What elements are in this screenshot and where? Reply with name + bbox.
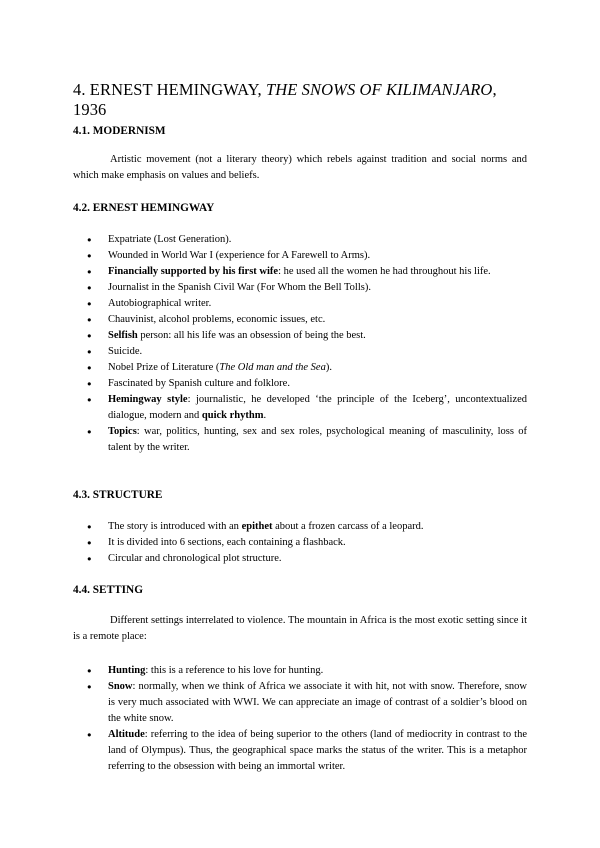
list-item: ● Topics: war, politics, hunting, sex and sex roles, psychological meaning of masculinity, loss of talent by the writer.	[73, 424, 527, 456]
paragraph-modernism: Artistic movement (not a literary theory) which rebels against tradition and social norms and which make emphasis on values and beliefs.	[73, 154, 527, 181]
setting-list	[73, 663, 527, 775]
list-item: ● Expatriate (Lost Generation).	[73, 232, 527, 248]
list-item: ● Journalist in the Spanish Civil War (For Whom the Bell Tolls).	[73, 280, 527, 296]
document-title	[73, 80, 533, 120]
structure-list	[73, 519, 527, 567]
list-item: ● Financially supported by his first wife: he used all the women he had throughout his life.	[73, 264, 527, 280]
list-item: ● Circular and chronological plot structure.	[73, 551, 527, 567]
heading-modernism: 4.1. MODERNISM	[73, 125, 166, 137]
title-work: THE SNOWS OF KILIMANJARO	[265, 80, 493, 99]
list-item: ● Hemingway style: journalistic, he developed ‘the principle of the Iceberg’, uncontextualized dialogue, modern and quick rhythm.	[73, 392, 527, 424]
paragraph-setting: Different settings interrelated to violence. The mountain in Africa is the most exotic setting since it is a remote place:	[73, 615, 527, 642]
list-item: ● Autobiographical writer.	[73, 296, 527, 312]
hemingway-list	[73, 232, 527, 456]
list-item: ● Selfish person: all his life was an obsession of being the best.	[73, 328, 527, 344]
heading-hemingway: 4.2. ERNEST HEMINGWAY	[73, 202, 215, 214]
list-item: ● Hunting: this is a reference to his love for hunting.	[73, 663, 527, 679]
list-item: ● Chauvinist, alcohol problems, economic issues, etc.	[73, 312, 527, 328]
list-item: ● The story is introduced with an epithet about a frozen carcass of a leopard.	[73, 519, 527, 535]
list-item: ● Wounded in World War I (experience for A Farewell to Arms).	[73, 248, 527, 264]
heading-structure: 4.3. STRUCTURE	[73, 489, 163, 501]
list-item: ● Fascinated by Spanish culture and folklore.	[73, 376, 527, 392]
list-item: ● It is divided into 6 sections, each containing a flashback.	[73, 535, 527, 551]
list-item: ● Suicide.	[73, 344, 527, 360]
heading-setting: 4.4. SETTING	[73, 584, 143, 596]
list-item: ● Snow: normally, when we think of Africa we associate it with hit, not with snow. Therefore, snow is very much associated with WWI. We can appreciate an image of contrast of a soldier’s blood on the white snow.	[73, 679, 527, 727]
list-item: ● Altitude: referring to the idea of being superior to the others (land of mediocrity in contrast to the land of Olympus). Thus, the geographical space marks the status of the writer. This is a metaphor referring to the obsession with being an immortal writer.	[73, 727, 527, 775]
title-suffix: , 1936	[73, 80, 497, 119]
title-prefix: 4. ERNEST HEMINGWAY,	[73, 80, 266, 99]
list-item: ● Nobel Prize of Literature (The Old man and the Sea).	[73, 360, 527, 376]
